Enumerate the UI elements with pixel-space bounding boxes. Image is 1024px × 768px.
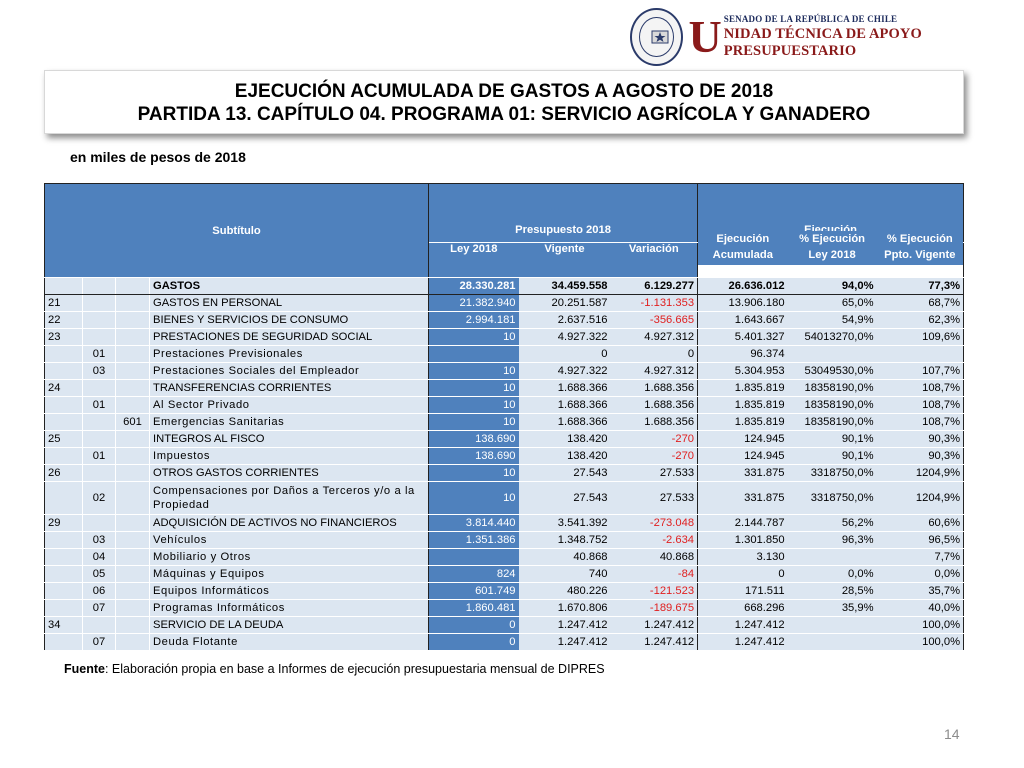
asig-cell <box>116 397 150 414</box>
ley-cell: 2.994.181 <box>429 312 519 329</box>
table-row <box>45 363 964 380</box>
page-title: EJECUCIÓN ACUMULADA DE GASTOS A AGOSTO DE 2018 <box>234 81 774 102</box>
senate-logo <box>630 8 1024 66</box>
item-cell <box>83 295 116 312</box>
vigente-cell: 2.637.516 <box>519 312 611 329</box>
variacion-cell: 1.688.356 <box>611 380 698 397</box>
units-note: en miles de pesos de 2018 <box>70 149 246 165</box>
pct-ley-cell: 18358190,0% <box>788 380 877 397</box>
asig-cell <box>116 329 150 346</box>
ejec-cell: 13.906.180 <box>698 295 788 312</box>
table-row <box>45 448 964 465</box>
name-cell: Impuestos <box>150 448 429 465</box>
pct-vigente-cell: 7,7% <box>877 549 964 566</box>
ley-cell: 10 <box>429 482 519 515</box>
pct-ley-cell <box>788 634 877 651</box>
vigente-cell: 4.927.322 <box>519 363 611 380</box>
name-cell: Mobiliario y Otros <box>150 549 429 566</box>
ejec-cell: 1.835.819 <box>698 414 788 431</box>
table-row <box>45 617 964 634</box>
ley-cell: 601.749 <box>429 583 519 600</box>
vigente-cell: 1.688.366 <box>519 397 611 414</box>
name-cell: SERVICIO DE LA DEUDA <box>150 617 429 634</box>
sub-cell <box>45 414 83 431</box>
asig-cell <box>116 295 150 312</box>
table-row <box>45 431 964 448</box>
item-cell: 06 <box>83 583 116 600</box>
presupuesto-group-header: Presupuesto 2018 <box>429 184 698 243</box>
sub-cell <box>45 346 83 363</box>
ley-cell: 10 <box>429 397 519 414</box>
table-row <box>45 346 964 363</box>
vigente-cell: 138.420 <box>519 431 611 448</box>
pct-vigente-cell: 90,3% <box>877 448 964 465</box>
name-cell: PRESTACIONES DE SEGURIDAD SOCIAL <box>150 329 429 346</box>
pct-ley-cell: 54013270,0% <box>788 329 877 346</box>
ejec-cell: 3.130 <box>698 549 788 566</box>
name-cell: INTEGROS AL FISCO <box>150 431 429 448</box>
name-cell: Equipos Informáticos <box>150 583 429 600</box>
asig-cell <box>116 600 150 617</box>
asig-cell <box>116 617 150 634</box>
pct-vigente-cell: 0,0% <box>877 566 964 583</box>
variacion-cell: 0 <box>611 346 698 363</box>
vigente-cell: 138.420 <box>519 448 611 465</box>
variacion-cell: -273.048 <box>611 515 698 532</box>
total-variacion: 6.129.277 <box>611 278 698 295</box>
pct-vigente-cell: 40,0% <box>877 600 964 617</box>
pct-ley-cell: 35,9% <box>788 600 877 617</box>
vigente-cell: 1.670.806 <box>519 600 611 617</box>
pct-vigente-cell: 62,3% <box>877 312 964 329</box>
pct-ley-cell: 54,9% <box>788 312 877 329</box>
subtitulo-header: Subtítulo <box>45 184 429 278</box>
ejec-cell: 96.374 <box>698 346 788 363</box>
ejec-cell: 124.945 <box>698 448 788 465</box>
source-label: Fuente <box>64 662 105 676</box>
table-row <box>45 566 964 583</box>
name-cell: Máquinas y Equipos <box>150 566 429 583</box>
item-cell <box>83 465 116 482</box>
ejec-cell: 331.875 <box>698 465 788 482</box>
ejec-cell: 1.835.819 <box>698 380 788 397</box>
table-row <box>45 600 964 617</box>
variacion-header: Variación <box>611 243 698 278</box>
vigente-cell: 27.543 <box>519 465 611 482</box>
variacion-cell: -270 <box>611 448 698 465</box>
item-cell: 01 <box>83 397 116 414</box>
variacion-cell: -121.523 <box>611 583 698 600</box>
pct-vigente-cell: 107,7% <box>877 363 964 380</box>
pct-vigente-cell: 35,7% <box>877 583 964 600</box>
ejec-cell: 2.144.787 <box>698 515 788 532</box>
table-row <box>45 312 964 329</box>
sub-cell: 26 <box>45 465 83 482</box>
pct-vigente-cell: 108,7% <box>877 414 964 431</box>
variacion-cell: -1.131.353 <box>611 295 698 312</box>
item-cell: 07 <box>83 634 116 651</box>
item-cell <box>83 515 116 532</box>
item-cell: 03 <box>83 363 116 380</box>
pct-ley-header: % Ejecución Ley 2018 <box>788 231 877 266</box>
ejec-cell: 1.247.412 <box>698 617 788 634</box>
pct-ley-cell: 3318750,0% <box>788 482 877 515</box>
variacion-cell: -189.675 <box>611 600 698 617</box>
asig-cell <box>116 346 150 363</box>
ejec-acum-header: Ejecución Acumulada <box>698 231 788 266</box>
variacion-cell: 40.868 <box>611 549 698 566</box>
item-cell <box>83 312 116 329</box>
ejec-cell: 331.875 <box>698 482 788 515</box>
asig-cell <box>116 465 150 482</box>
vigente-cell: 740 <box>519 566 611 583</box>
asig-cell <box>116 532 150 549</box>
pct-ley-cell <box>788 617 877 634</box>
table-row <box>45 465 964 482</box>
item-cell: 01 <box>83 448 116 465</box>
table-row <box>45 634 964 651</box>
ley-cell: 0 <box>429 634 519 651</box>
table-row <box>45 482 964 515</box>
table-row <box>45 295 964 312</box>
table-row <box>45 549 964 566</box>
ley-cell: 21.382.940 <box>429 295 519 312</box>
sub-cell: 24 <box>45 380 83 397</box>
item-cell: 07 <box>83 600 116 617</box>
variacion-cell: 27.533 <box>611 482 698 515</box>
sub-cell: 29 <box>45 515 83 532</box>
name-cell: GASTOS EN PERSONAL <box>150 295 429 312</box>
logo-senate-text: SENADO DE LA REPÚBLICA DE CHILE <box>723 14 898 24</box>
name-cell: Compensaciones por Daños a Terceros y/o a la Propiedad <box>150 482 429 515</box>
total-ley: 28.330.281 <box>429 278 519 295</box>
sub-cell <box>45 482 83 515</box>
sub-cell <box>45 397 83 414</box>
vigente-cell: 1.247.412 <box>519 634 611 651</box>
sub-cell <box>45 549 83 566</box>
ley-cell: 138.690 <box>429 448 519 465</box>
item-cell <box>83 431 116 448</box>
pct-vigente-cell: 108,7% <box>877 380 964 397</box>
pct-ley-cell: 56,2% <box>788 515 877 532</box>
sub-cell: 34 <box>45 617 83 634</box>
pct-ley-cell: 96,3% <box>788 532 877 549</box>
item-cell: 03 <box>83 532 116 549</box>
table-row <box>45 329 964 346</box>
sub-cell <box>45 532 83 549</box>
pct-ley-cell: 65,0% <box>788 295 877 312</box>
pct-ley-cell: 18358190,0% <box>788 414 877 431</box>
pct-vigente-cell: 60,6% <box>877 515 964 532</box>
ejec-cell: 5.304.953 <box>698 363 788 380</box>
ley-cell: 138.690 <box>429 431 519 448</box>
name-cell: Programas Informáticos <box>150 600 429 617</box>
asig-cell <box>116 482 150 515</box>
table-row <box>45 414 964 431</box>
pct-vigente-cell: 100,0% <box>877 617 964 634</box>
table-row <box>45 397 964 414</box>
ley-cell: 824 <box>429 566 519 583</box>
ejec-cell: 668.296 <box>698 600 788 617</box>
page-subtitle: PARTIDA 13. CAPÍTULO 04. PROGRAMA 01: SERVICIO AGRÍCOLA Y GANADERO <box>137 104 871 125</box>
asig-cell <box>116 380 150 397</box>
name-cell: Prestaciones Sociales del Empleador <box>150 363 429 380</box>
ejec-cell: 171.511 <box>698 583 788 600</box>
pct-vigente-cell: 1204,9% <box>877 482 964 515</box>
sub-cell: 22 <box>45 312 83 329</box>
vigente-cell: 0 <box>519 346 611 363</box>
sub-cell: 23 <box>45 329 83 346</box>
total-sub-cell <box>45 278 83 295</box>
table-row <box>45 583 964 600</box>
ejec-cell: 1.643.667 <box>698 312 788 329</box>
name-cell: BIENES Y SERVICIOS DE CONSUMO <box>150 312 429 329</box>
source-note <box>64 662 605 676</box>
sub-cell <box>45 448 83 465</box>
ley-cell: 10 <box>429 414 519 431</box>
pct-ley-cell: 53049530,0% <box>788 363 877 380</box>
pct-vigente-cell: 1204,9% <box>877 465 964 482</box>
logo-unit-text: NIDAD TÉCNICA DE APOYO PRESUPUESTARIO <box>723 26 922 59</box>
name-cell: Emergencias Sanitarias <box>150 414 429 431</box>
name-cell: TRANSFERENCIAS CORRIENTES <box>150 380 429 397</box>
ley-cell: 10 <box>429 329 519 346</box>
pct-ley-cell: 0,0% <box>788 566 877 583</box>
vigente-cell: 40.868 <box>519 549 611 566</box>
pct-ley-cell: 28,5% <box>788 583 877 600</box>
asig-cell <box>116 448 150 465</box>
asig-cell <box>116 566 150 583</box>
pct-ley-cell <box>788 549 877 566</box>
name-cell: Deuda Flotante <box>150 634 429 651</box>
pct-vigente-cell: 90,3% <box>877 431 964 448</box>
ejec-cell: 0 <box>698 566 788 583</box>
item-cell: 01 <box>83 346 116 363</box>
sub-cell: 21 <box>45 295 83 312</box>
ejec-cell: 1.301.850 <box>698 532 788 549</box>
item-cell <box>83 329 116 346</box>
asig-cell <box>116 431 150 448</box>
ley-header: Ley 2018 <box>429 243 519 278</box>
vigente-cell: 20.251.587 <box>519 295 611 312</box>
asig-cell <box>116 583 150 600</box>
name-cell: OTROS GASTOS CORRIENTES <box>150 465 429 482</box>
item-cell <box>83 380 116 397</box>
name-cell: Prestaciones Previsionales <box>150 346 429 363</box>
ejec-cell: 124.945 <box>698 431 788 448</box>
variacion-cell: -2.634 <box>611 532 698 549</box>
pct-vigente-cell: 100,0% <box>877 634 964 651</box>
senate-seal-icon <box>630 8 683 66</box>
pct-vigente-cell <box>877 346 964 363</box>
pct-ley-cell <box>788 346 877 363</box>
pct-ley-cell: 90,1% <box>788 431 877 448</box>
variacion-cell: -84 <box>611 566 698 583</box>
vigente-cell: 1.688.366 <box>519 414 611 431</box>
variacion-cell: 4.927.312 <box>611 363 698 380</box>
total-vigente: 34.459.558 <box>519 278 611 295</box>
title-box <box>44 70 964 134</box>
total-name: GASTOS <box>150 278 429 295</box>
sub-cell <box>45 634 83 651</box>
name-cell: ADQUISICIÓN DE ACTIVOS NO FINANCIEROS <box>150 515 429 532</box>
total-pct-ley: 94,0% <box>788 278 877 295</box>
item-cell <box>83 414 116 431</box>
pct-vigente-cell: 96,5% <box>877 532 964 549</box>
ley-cell <box>429 346 519 363</box>
budget-table <box>44 183 964 651</box>
pct-vigente-cell: 109,6% <box>877 329 964 346</box>
vigente-cell: 27.543 <box>519 482 611 515</box>
sub-cell <box>45 600 83 617</box>
item-cell: 02 <box>83 482 116 515</box>
pct-ley-cell: 90,1% <box>788 448 877 465</box>
sub-cell: 25 <box>45 431 83 448</box>
asig-cell: 601 <box>116 414 150 431</box>
table-row <box>45 380 964 397</box>
variacion-cell: 1.247.412 <box>611 617 698 634</box>
variacion-cell: 4.927.312 <box>611 329 698 346</box>
vigente-cell: 480.226 <box>519 583 611 600</box>
total-asig-cell <box>116 278 150 295</box>
page-number: 14 <box>944 726 960 742</box>
vigente-cell: 4.927.322 <box>519 329 611 346</box>
vigente-cell: 3.541.392 <box>519 515 611 532</box>
ley-cell: 10 <box>429 363 519 380</box>
total-pct-vigente: 77,3% <box>877 278 964 295</box>
asig-cell <box>116 363 150 380</box>
sub-cell <box>45 583 83 600</box>
asig-cell <box>116 312 150 329</box>
pct-vigente-cell: 68,7% <box>877 295 964 312</box>
vigente-header: Vigente <box>519 243 611 278</box>
variacion-cell: 27.533 <box>611 465 698 482</box>
pct-vigente-cell: 108,7% <box>877 397 964 414</box>
total-item-cell <box>83 278 116 295</box>
ejec-cell: 1.835.819 <box>698 397 788 414</box>
logo-letter: U <box>688 11 722 62</box>
item-cell: 05 <box>83 566 116 583</box>
table-row <box>45 532 964 549</box>
total-row <box>45 278 964 295</box>
ley-cell: 0 <box>429 617 519 634</box>
asig-cell <box>116 549 150 566</box>
name-cell: Al Sector Privado <box>150 397 429 414</box>
ley-cell <box>429 549 519 566</box>
ejec-cell: 5.401.327 <box>698 329 788 346</box>
ley-cell: 3.814.440 <box>429 515 519 532</box>
variacion-cell: 1.688.356 <box>611 397 698 414</box>
variacion-cell: 1.688.356 <box>611 414 698 431</box>
variacion-cell: -270 <box>611 431 698 448</box>
ley-cell: 1.860.481 <box>429 600 519 617</box>
sub-cell <box>45 363 83 380</box>
table-row <box>45 515 964 532</box>
variacion-cell: 1.247.412 <box>611 634 698 651</box>
asig-cell <box>116 515 150 532</box>
ejec-cell: 1.247.412 <box>698 634 788 651</box>
vigente-cell: 1.688.366 <box>519 380 611 397</box>
pct-ley-cell: 3318750,0% <box>788 465 877 482</box>
ley-cell: 10 <box>429 380 519 397</box>
variacion-cell: -356.665 <box>611 312 698 329</box>
sub-cell <box>45 566 83 583</box>
source-text: : Elaboración propia en base a Informes de ejecución presupuestaria mensual de DIPRES <box>104 662 605 676</box>
asig-cell <box>116 634 150 651</box>
vigente-cell: 1.348.752 <box>519 532 611 549</box>
ley-cell: 10 <box>429 465 519 482</box>
vigente-cell: 1.247.412 <box>519 617 611 634</box>
pct-vigente-header: % Ejecución Ppto. Vigente <box>877 231 964 266</box>
pct-ley-cell: 18358190,0% <box>788 397 877 414</box>
item-cell: 04 <box>83 549 116 566</box>
ley-cell: 1.351.386 <box>429 532 519 549</box>
name-cell: Vehículos <box>150 532 429 549</box>
total-ejec: 26.636.012 <box>698 278 788 295</box>
item-cell <box>83 617 116 634</box>
